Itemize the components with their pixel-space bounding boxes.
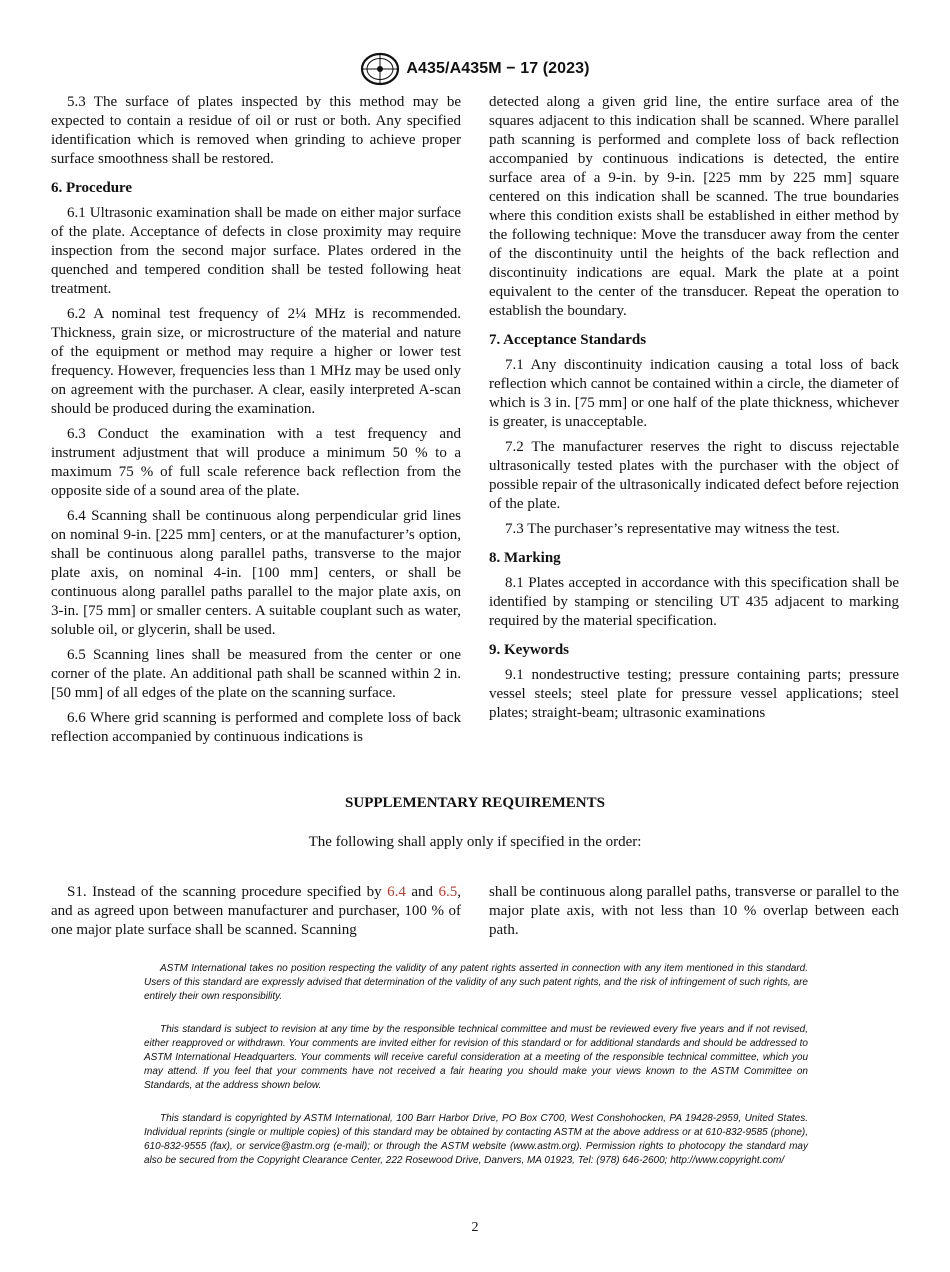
paragraph-5-3: 5.3 The surface of plates inspected by this method may be expected to contain a residue of oil or rust or both. Any specified identification which is removed when grinding to achieve proper surface smoothness shall be restored. [51,94,461,167]
link-section-6-5[interactable]: 6.5 [438,884,458,900]
paragraph-6-4: 6.4 Scanning shall be continuous along perpendicular grid lines on nominal 9-in. [225 mm] centers, or at the manufacturer’s option, shall be continuous along parallel paths, transverse to the major plate axis, on nominal 4-in. [100 mm] centers, or shall be continuous along parallel paths parallel to the major plate axis, on 3-in. [75 mm] or smaller centers. A suitable couplant such as water, soluble oil, or glycerin, shall be used. [51,508,461,638]
paragraph-6-3: 6.3 Conduct the examination with a test frequency and instrument adjustment that will produce a minimum 50 % to a maximum 75 % of full scale reference back reflection from the opposite side of a sound area of the plate. [51,426,461,499]
supplementary-left-column [51,883,461,940]
paragraph-9-1: 9.1 nondestructive testing; pressure containing parts; pressure vessel steels; steel plate for pressure vessel applications; steel plates; straight-beam; ultrasonic examinations [489,667,899,721]
supplementary-s1-continued: shall be continuous along parallel paths, transverse or parallel to the major plate axis, with not less than 10 % overlap between each path. [489,884,899,938]
paragraph-6-6-continued: detected along a given grid line, the entire surface area of the squares adjacent to this indication shall be scanned. Where parallel path scanning is performed and complete loss of back reflection accompanied by continuous indications is detected, the entire surface area of a 9-in. by 9-in. [225 mm by 225 mm] square centered on this indication shall be scanned. The true boundaries where this condition exists shall be established in either method by the following technique: Move the transducer away from the center of the discontinuity until the heights of the back reflection and discontinuity indications are equal. Mark the plate at a point equivalent to the center of the transducer. Repeat the operation to establish the boundary. [489,94,899,319]
supplementary-right-column [489,883,899,940]
paragraph-8-1: 8.1 Plates accepted in accordance with this specification shall be identified by stamping or stenciling UT 435 adjacent to marking required by the material specification. [489,575,899,629]
s1-text-a: S1. Instead of the scanning procedure specified by [67,884,388,900]
page-header [0,52,950,86]
right-column [489,93,899,729]
supplementary-requirements-subtitle: The following shall apply only if specified in the order: [308,834,642,850]
section-heading-keywords: 9. Keywords [489,642,569,658]
link-section-6-4[interactable]: 6.4 [387,884,406,900]
section-heading-marking: 8. Marking [489,550,561,566]
s1-text-c: , and as agreed upon between manufacturer and purchaser, 100 % of one major plate surface shall be scanned. Scanning [51,884,461,938]
paragraph-6-2: 6.2 A nominal test frequency of 2¼ MHz is recommended. Thickness, grain size, or microstructure of the material and nature of the equipment or method may require a higher or lower test frequency. However, frequencies less than 1 MHz may be used only on agreement with the purchaser. A clear, easily interpreted A-scan should be produced during the examination. [51,306,461,417]
paragraph-6-1: 6.1 Ultrasonic examination shall be made on either major surface of the plate. Acceptance of defects in close proximity may require inspection from the second major surface. Plates ordered in the quenched and tempered condition shall be tested following heat treatment. [51,205,461,297]
paragraph-7-1: 7.1 Any discontinuity indication causing a total loss of back reflection which cannot be contained within a circle, the diameter of which is 3 in. [75 mm] or one half of the plate thickness, whichever is greater, is unacceptable. [489,357,899,430]
paragraph-7-3: 7.3 The purchaser’s representative may witness the test. [505,521,840,537]
paragraph-7-2: 7.2 The manufacturer reserves the right to discuss rejectable ultrasonically tested plates with the purchaser with the object of possible repair of the ultrasonically indicated defect before rejection of the plate. [489,439,899,512]
revision-notice: This standard is subject to revision at any time by the responsible technical committee and must be reviewed every five years and if not revised, either reapproved or withdrawn. Your comments are invited either for revision of this standard or for additional standards and should be addressed to ASTM International Headquarters. Your comments will receive careful consideration at a meeting of the responsible technical committee, which you may attend. If you feel that your comments have not received a fair hearing you should make your views known to the ASTM Committee on Standards, at the address shown below. [144,1024,808,1091]
left-column [51,93,461,747]
copyright-notice: This standard is copyrighted by ASTM International, 100 Barr Harbor Drive, PO Box C700, West Conshohocken, PA 19428-2959, United States. Individual reprints (single or multiple copies) of this standard may be obtained by contacting ASTM at the above address or at 610-832-9585 (phone), 610-832-9555 (fax), or service@astm.org (e-mail); or through the ASTM website (www.astm.org). Permission rights to photocopy the standard may also be secured from the Copyright Clearance Center, 222 Rosewood Drive, Danvers, MA 01923, Tel: (978) 646-2600; http://www.copyright.com/ [144,1113,808,1166]
astm-logo-icon [360,52,400,86]
paragraph-6-5: 6.5 Scanning lines shall be measured from the center or one corner of the plate. An additional path shall be scanned within 2 in. [50 mm] of all edges of the plate on the scanning surface. [51,647,461,701]
section-heading-procedure: 6. Procedure [51,180,133,196]
legal-notices [144,962,808,1188]
paragraph-6-6: 6.6 Where grid scanning is performed and complete loss of back reflection accompanied by continuous indications is [51,710,461,745]
document-designation: A435/A435M − 17 (2023) [406,60,590,77]
supplementary-s1 [51,883,461,940]
section-heading-acceptance-standards: 7. Acceptance Standards [489,332,647,348]
patent-notice: ASTM International takes no position respecting the validity of any patent rights asserted in connection with any item mentioned in this standard. Users of this standard are expressly advised that determination of the validity of any such patent rights, and the risk of infringement of such rights, are entirely their own responsibility. [144,963,808,1002]
supplementary-requirements-title: SUPPLEMENTARY REQUIREMENTS [345,795,605,811]
page-number: 2 [471,1220,479,1235]
s1-text-b: and [405,884,439,900]
